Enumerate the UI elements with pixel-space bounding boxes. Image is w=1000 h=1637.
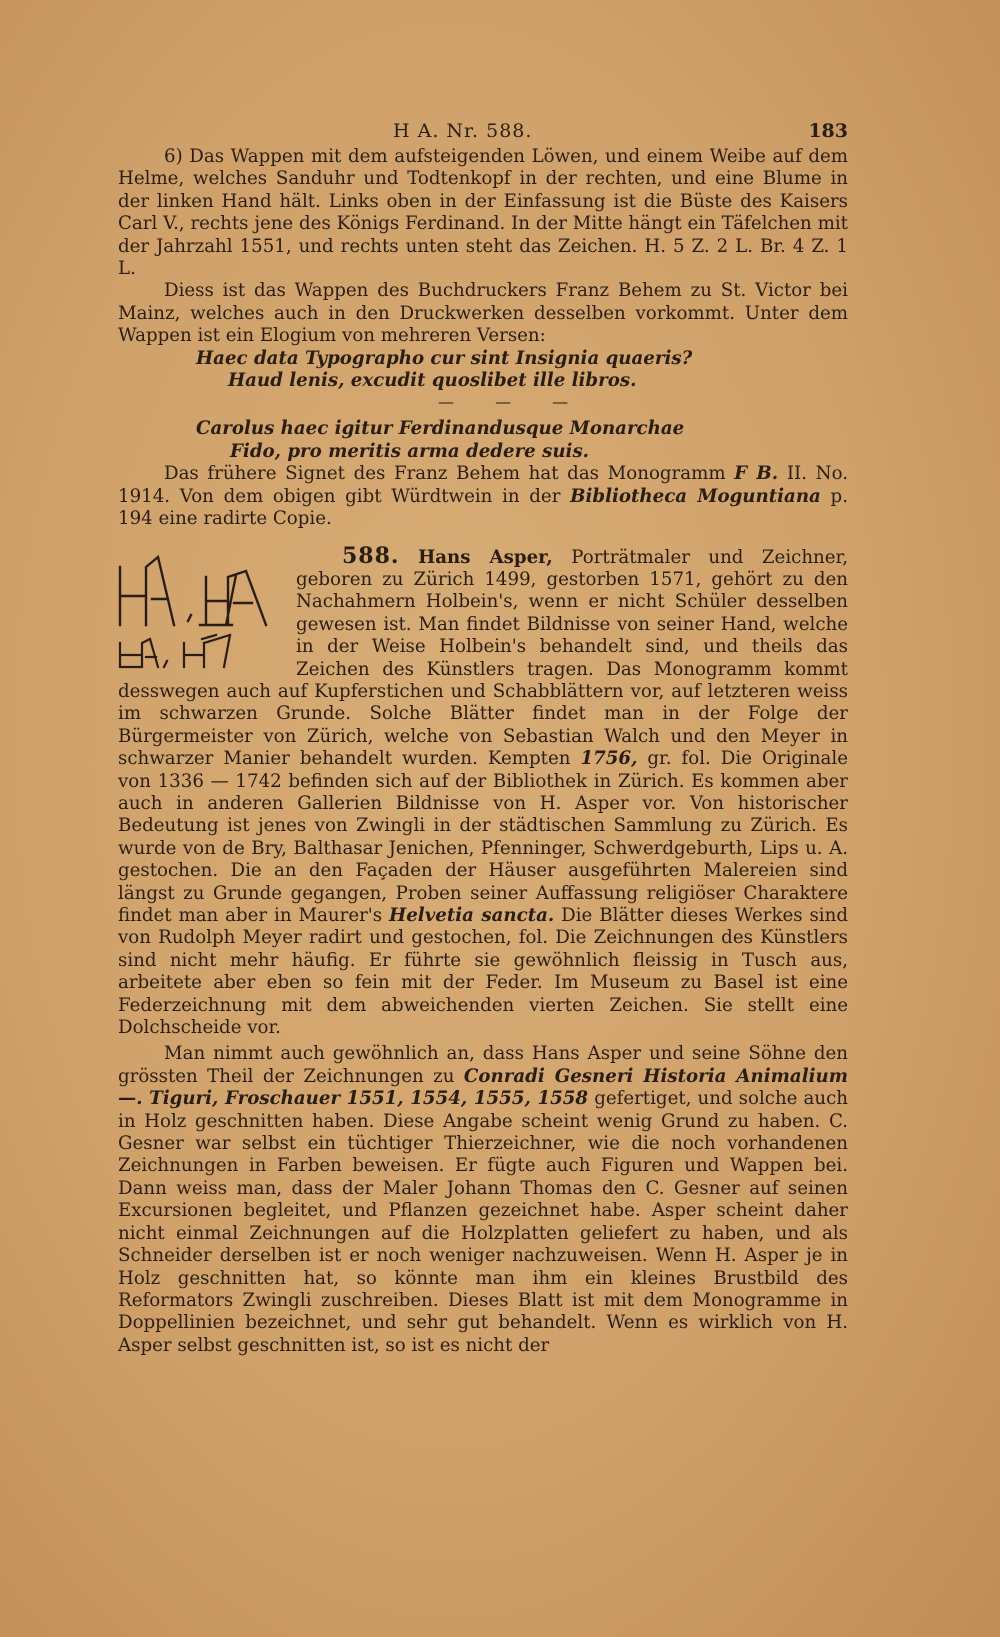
monogram-4 bbox=[184, 635, 230, 667]
page-header bbox=[118, 110, 848, 146]
entry-588-paragraph-2 bbox=[118, 1043, 848, 1357]
gesner-text-a: Man nimmt auch gewöhnlich an, dass Hans Asper und seine Söhne den grössten Theil der Zeichnungen zu bbox=[118, 1043, 848, 1087]
elogium-verses-2 bbox=[118, 418, 848, 463]
monogram-1 bbox=[120, 557, 174, 625]
historia-animalium-title: Conradi Gesneri Historia Animalium —. Tiguri, Froschauer 1551, 1554, 1555, 1558 bbox=[118, 1065, 848, 1110]
entry-number: 588. bbox=[342, 542, 400, 569]
verse-line-4: Fido, pro meritis arma dedere suis. bbox=[230, 440, 590, 462]
entry-text-3: Die Blätter dieses Werkes sind von Rudolph Meyer radirt und gestochen, fol. Die Zeichnungen des Künstlers sind nicht mehr häufig. Er führte sie gewöhnlich fleissig in Tusch aus, arbeitete aber eben so fein mit der Feder. Im Museum zu Basel ist eine Federzeichnung mit dem abweichenden vierten Zeichen. Sie stellt eine Dolchscheide vor. bbox=[118, 905, 848, 1039]
asper-monograms-figure bbox=[118, 547, 296, 671]
page-number: 183 bbox=[808, 120, 848, 142]
signet-text: Das frühere Signet des Franz Behem hat das Monogramm bbox=[164, 463, 726, 485]
verse-line-1: Haec data Typographo cur sint Insignia quaeris? bbox=[196, 347, 693, 369]
monogram-3 bbox=[120, 639, 167, 667]
verse-line-2: Haud lenis, excudit quoslibet ille libros. bbox=[228, 370, 637, 392]
copie-text: p. 194 eine radirte Copie. bbox=[118, 485, 848, 530]
item6-paragraph-3 bbox=[118, 463, 848, 530]
document-page bbox=[118, 110, 848, 1610]
entry-text-2: gr. fol. Die Originale von 1336 — 1742 befinden sich auf der Bibliothek in Zürich. Es kommen aber auch in anderen Gallerien Bildnisse von H. Asper vor. Von historischer Bedeutung ist jenes von Zwingli in der städtischen Sammlung zu Zürich. Es wurde von de Bry, Balthasar Jenichen, Pfenninger, Schwerdgeburth, Lips u. A. gestochen. Die an den Façaden der Häuser ausgeführten Malereien sind längst zu Grunde gegangen, Proben seiner Auffassung religiöser Charaktere findet man aber in Maurer's bbox=[118, 748, 848, 926]
running-title: H A. Nr. 588. bbox=[393, 120, 533, 142]
monogram-illustrations bbox=[118, 547, 296, 671]
item6-paragraph-1: 6) Das Wappen mit dem aufsteigenden Löwen, und einem Weibe auf dem Helme, welches Sanduhr und Todtenkopf in der rechten, und eine Blume in der linken Hand hält. Links oben in der Einfassung ist die Büste des Kaisers Carl V., rechts jene des Königs Ferdinand. In der Mitte hängt ein Täfelchen mit der Jahrzahl 1551, und rechts unten steht das Zeichen. H. 5 Z. 2 L. Br. 4 Z. 1 L. bbox=[118, 146, 848, 280]
monogram-2 bbox=[188, 571, 266, 625]
elogium-verses bbox=[118, 348, 848, 393]
entry-588 bbox=[118, 542, 848, 1358]
entry-text-1: Porträtmaler und Zeichner, geboren zu Zürich 1499, gestorben 1571, gehört zu den Nachahmern Holbein's, wenn er nicht Schüler desselben gewesen ist. Man findet Bildnisse von seiner Hand, welche in der Weise Holbein's behandelt sind, und theils das Zeichen des Künstlers tragen. Das Monogramm kommt desswegen auch auf Kupferstichen und Schabblättern vor, auf letzteren weiss im schwarzen Grunde. Solche Blätter findet man in der Folge der Bürgermeister von Zürich, welche von Sebastian Walch und den Meyer in schwarzer Manier behandelt wurden. Kempten bbox=[118, 546, 848, 770]
helvetia-title: Helvetia sancta. bbox=[389, 905, 555, 926]
verse-separator: — — — bbox=[438, 392, 587, 412]
gesner-text-b: gefertiget, und solche auch in Holz geschnitten haben. Diese Angabe scheint wenig Grund zu haben. C. Gesner war selbst ein tüchtiger Thierzeichner, wie die noch vorhandenen Zeichnungen in Farben beweisen. Er fügte auch Figuren und Wappen bei. Dann weiss man, dass der Maler Johann Thomas den C. Gesner auf seinen Excursionen begleitet, und Pflanzen gezeichnet habe. Asper scheint daher nicht einmal Zeichnungen auf die Holzplatten geliefert zu haben, und als Schneider derselben ist er noch weniger nachzuweisen. Wenn H. Asper je in Holz geschnitten hat, so könnte man ihm ein kleines Brustbild des Reformators Zwingli zuschreiben. Dieses Blatt ist mit dem Monogramme in Doppellinien bezeichnet, und sehr gut behandelt. Wenn es wirklich von H. Asper selbst geschnitten ist, so ist es nicht der bbox=[118, 1088, 848, 1356]
wurdtwein-text: II. No. 1914. Von dem obigen gibt Würdtwein in der bbox=[118, 463, 848, 507]
verse-line-3: Carolus haec igitur Ferdinandusque Monarchae bbox=[196, 418, 685, 440]
item6-paragraph-2: Diess ist das Wappen des Buchdruckers Franz Behem zu St. Victor bei Mainz, welches auch in den Druckwerken desselben vorkommt. Unter dem Wappen ist ein Elogium von mehreren Versen: bbox=[118, 280, 848, 347]
monogram-fb: F B. bbox=[734, 463, 779, 485]
bibliotheca-title: Bibliotheca Moguntiana bbox=[570, 485, 821, 507]
year-1756: 1756, bbox=[580, 748, 638, 770]
artist-name: Hans Asper, bbox=[418, 546, 553, 568]
